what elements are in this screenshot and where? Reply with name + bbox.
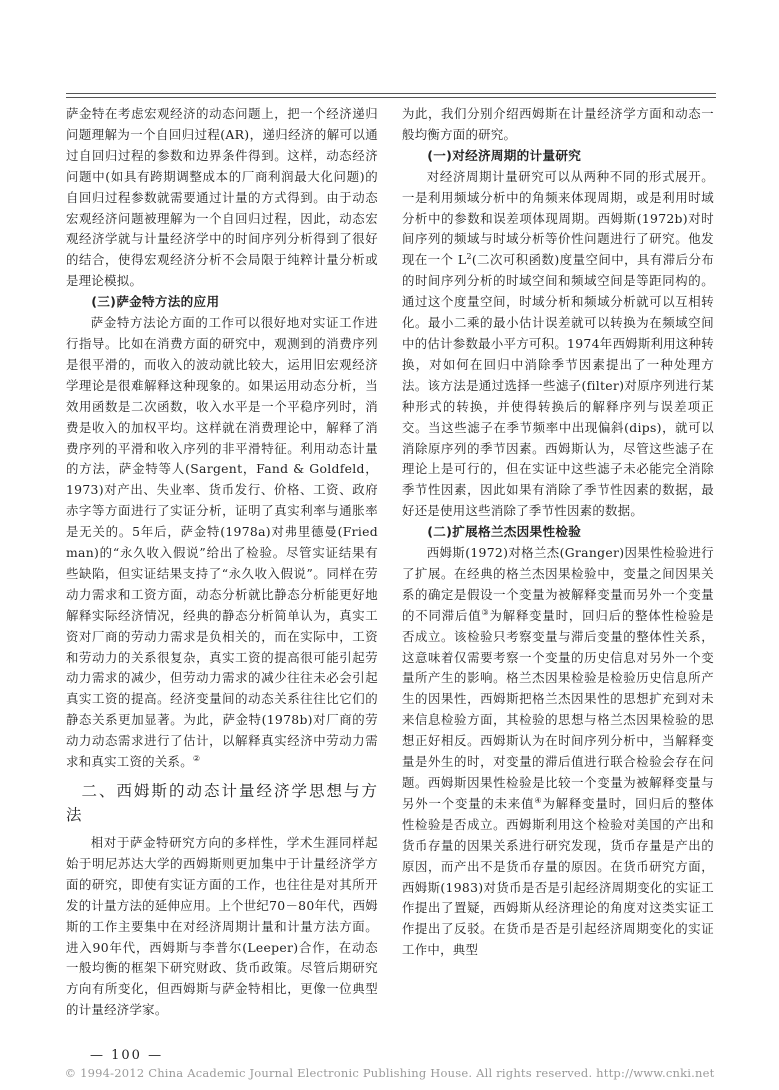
page-number: — 100 — [90, 1048, 164, 1063]
copyright-footer: © 1994-2012 China Academic Journal Electronic Publishing House. All rights reserved. http://www.cnki.net [64, 1066, 715, 1080]
paragraph: 相对于萨金特研究方向的多样性，学术生涯同样起始于明尼苏达大学的西姆斯则更加集中于计量经济学方面的研究，即使有实证方面的工作，也往往是对其所开发的计量方法的延伸应用。上个世纪70－80年代，西姆斯的工作主要集中在对经济周期计量和计量方法方面。进入90年代，西姆斯与李普尔(Leeper)合作，在动态一般均衡的框架下研究财政、货币政策。尽管后期研究方向有所变化，但西姆斯与萨金特相比，更像一位典型的计量经济学家。 [66, 835, 378, 1018]
paragraph: 萨金特在考虑宏观经济的动态问题上，把一个经济递归问题理解为一个自回归过程(AR)，递归经济的解可以通过自回归过程的参数和边界条件得到。这样，动态经济问题中(如具有跨期调整成本的厂商利润最大化问题)的自回归过程参数就需要通过计量的方式得到。由于动态宏观经济问题被理解为一个自回归过程，因此，动态宏观经济学就与计量经济学中的时间序列分析得到了很好的结合，使得宏观经济分析不会局限于纯粹计量分析或是理论模拟。 [66, 106, 378, 289]
header-rule-top [66, 93, 716, 94]
header-rule-bottom [66, 97, 716, 98]
section-heading: (一)对经济周期的计量研究 [427, 147, 582, 163]
paragraph: 对经济周期计量研究可以从两种不同的形式展开。一是利用频域分析中的角频来体现周期，或是利用时域分析中的参数和误差项体现周期。西姆斯(1972b)对时间序列的频域与时域分析等价性问题进行了研究。他发现在一个 $L^2$(二次可积函数)度量空间中，具有滞后分布的时间序列分析的时域空间和频域空间是等距同构的。通过这个度量空间，时域分析和频域分析就可以互相转化。最小二乘的最小估计误差就可以转换为在频域空间中的估计参数最小平方可积。1974年西姆斯利用这种转换，对如何在回归中消除季节因素提出了一种处理方法。该方法是通过选择一些滤子(filter)对原序列进行某种形式的转换，并使得转换后的解释序列与误差项正交。当这些滤子在季节频率中出现偏斜(dips)，就可以消除原序列的季节因素。西姆斯认为，尽管这些滤子在理论上是可行的，但在实证中这些滤子未必能完全消除季节性因素，因此如果有消除了季节性因素的数据，最好还是使用这些消除了季节性因素的数据。 [402, 168, 715, 519]
footnote-marker: ② [192, 753, 201, 763]
footnote-marker: ③ [481, 607, 490, 617]
paragraph: 萨金特方法论方面的工作可以很好地对实证工作进行指导。比如在消费方面的研究中，观测到的消费序列是很平滑的，而收入的波动就比较大，运用旧宏观经济学理论是很难解释这种现象的。如果运用动态分析，当效用函数是二次函数，收入水平是一个平稳序列时，消费是收入的加权平均。这样就在消费理论中，解释了消费序列的平滑和收入序列的非平滑特征。利用动态计量的方法，萨金特等人(Sargent，Fand & Goldfeld，1973)对产出、失业率、货币发行、价格、工资、政府赤字等方面进行了实证分析，证明了真实利率与通胀率是无关的。5年后，萨金特(1978a)对弗里德曼(Friedman)的“永久收入假说”给出了检验。尽管实证结果有些缺陷，但实证结果支持了“永久收入假说”。同样在劳动力需求和工资方面，动态分析就比静态分析能更好地解释实际经济情况，经典的静态分析简单认为，真实工资对厂商的劳动力需求是负相关的，而在实际中，工资和劳动力的关系很复杂，真实工资的提高很可能引起劳动力需求的减少，但劳动力需求的减少往往未必会引起真实工资的提高。经济变量间的动态关系往往比它们的静态关系更加显著。为此，萨金特(1978b)对厂商的劳动力动态需求进行了估计，以解释真实经济中劳动力需求和真实工资的关系。② [66, 315, 378, 770]
left-column [66, 104, 378, 1021]
right-column [402, 104, 714, 961]
superscript: 2 [466, 252, 472, 262]
chapter-heading: 二、西姆斯的动态计量经济学思想与方法 [66, 782, 378, 824]
footnote-marker: ④ [534, 795, 543, 805]
section-heading: (三)萨金特方法的应用 [91, 294, 220, 310]
section-heading: (二)扩展格兰杰因果性检验 [427, 524, 582, 540]
paragraph: 西姆斯(1972)对格兰杰(Granger)因果性检验进行了扩展。在经典的格兰杰因果检验中，变量之间因果关系的确定是假设一个变量为被解释变量而另外一个变量的不同滞后值③为解释变量时，回归后的整体性检验是否成立。该检验只考察变量与滞后变量的整体性关系，这意味着仅需要考察一个变量的历史信息对另外一个变量所产生的影响。格兰杰因果检验是检验历史信息所产生的因果性，西姆斯把格兰杰因果性的思想扩充到对未来信息检验方面，其检验的思想与格兰杰因果检验的思想正好相反。西姆斯认为在时间序列分析中，当解释变量是外生的时，对变量的滞后值进行联合检验会存在问题。西姆斯因果性检验是比较一个变量为被解释变量与另外一个变量的未来值④为解释变量时，回归后的整体性检验是否成立。西姆斯利用这个检验对美国的产出和货币存量的因果关系进行研究发现，货币存量是产出的原因，而产出不是货币存量的原因。在货币研究方面，西姆斯(1983)对货币是否是引起经济周期变化的实证工作提出了置疑，西姆斯从经济理论的角度对这类实证工作提出了反驳。在货币是否是引起经济周期变化的实证工作中，典型 [402, 545, 715, 958]
paragraph: 为此，我们分别介绍西姆斯在计量经济学方面和动态一般均衡方面的研究。 [402, 106, 714, 142]
